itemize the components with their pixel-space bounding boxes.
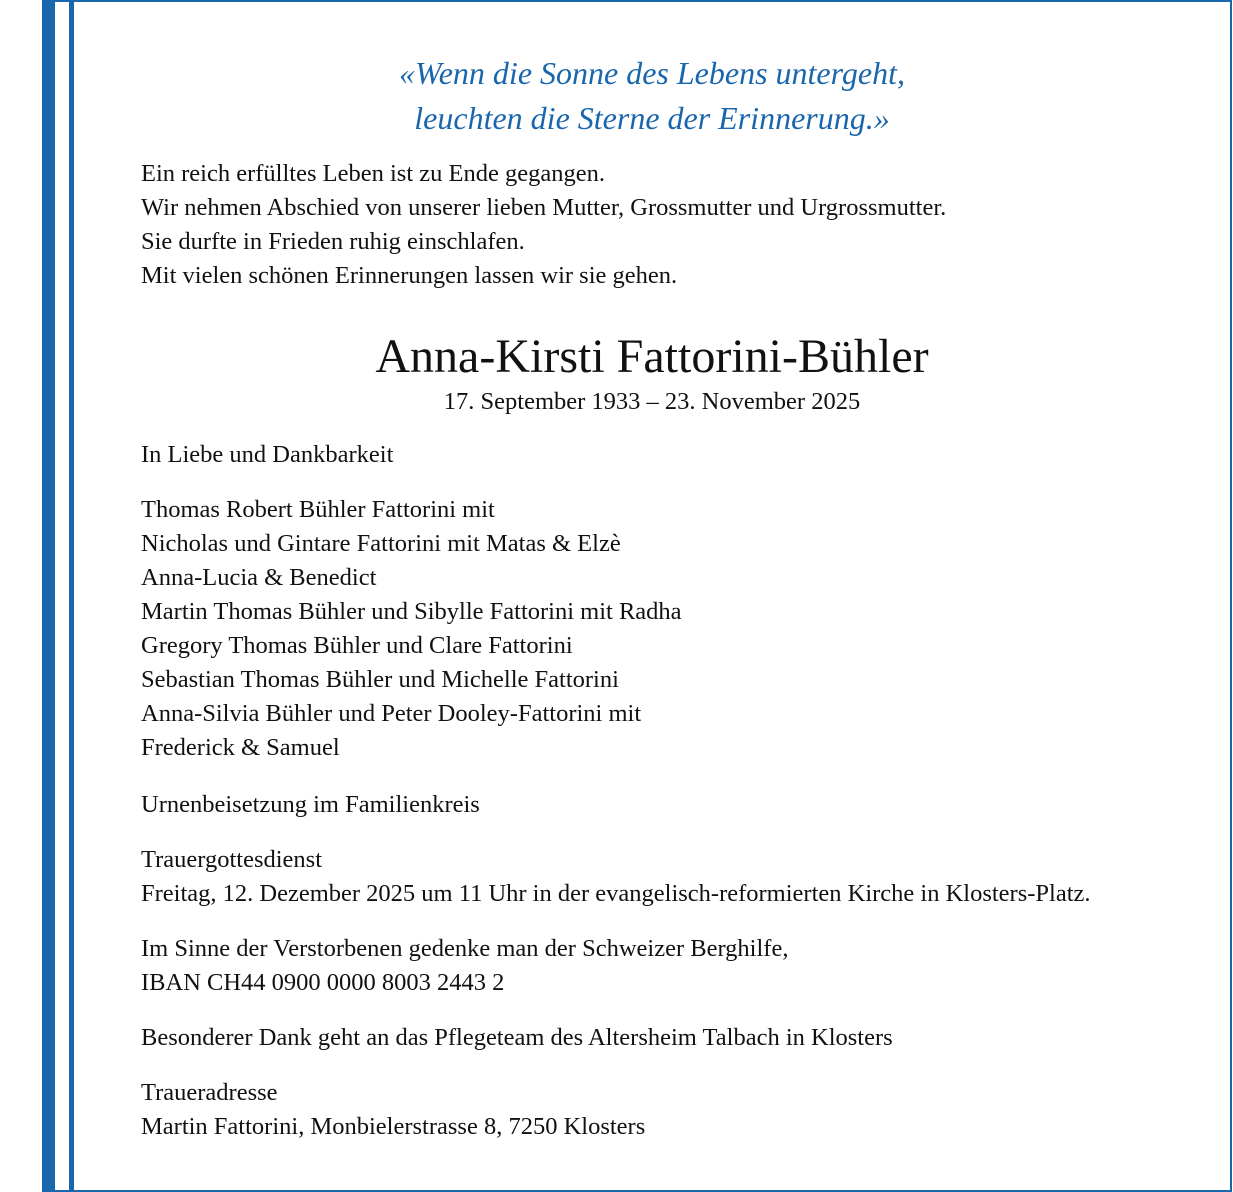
left-border-thin-bar	[69, 0, 74, 1191]
service-notice	[141, 843, 1091, 911]
donation-notice	[141, 932, 788, 1000]
donation-iban: IBAN CH44 0900 0000 8003 2443 2	[141, 969, 505, 996]
address-notice	[141, 1076, 645, 1144]
address-details: Martin Fattorini, Monbielerstrasse 8, 7250 Klosters	[141, 1113, 646, 1140]
family-member: Frederick & Samuel	[141, 734, 340, 761]
burial-notice	[141, 788, 480, 822]
deceased-block	[74, 327, 1230, 417]
intro-line: Sie durfte in Frieden ruhig einschlafen.	[141, 228, 525, 255]
family-member: Sebastian Thomas Bühler und Michelle Fattorini	[141, 666, 619, 693]
intro-paragraph	[141, 157, 946, 293]
family-member: Anna-Silvia Bühler und Peter Dooley-Fattorini mit	[141, 700, 642, 727]
family-member: Martin Thomas Bühler und Sibylle Fattorini mit Radha	[141, 598, 682, 625]
deceased-dates: 17. September 1933 – 23. November 2025	[443, 388, 861, 415]
address-heading: Traueradresse	[141, 1079, 278, 1106]
family-member: Thomas Robert Bühler Fattorini mit	[141, 496, 495, 523]
family-member: Gregory Thomas Bühler und Clare Fattorini	[141, 632, 573, 659]
epigraph-quote	[74, 51, 1230, 141]
burial-text: Urnenbeisetzung im Familienkreis	[141, 791, 480, 818]
service-heading: Trauergottesdienst	[141, 846, 323, 873]
intro-line: Ein reich erfülltes Leben ist zu Ende gegangen.	[141, 160, 605, 187]
thanks-notice	[141, 1021, 893, 1055]
intro-line: Mit vielen schönen Erinnerungen lassen wir sie gehen.	[141, 262, 678, 289]
family-member: Nicholas und Gintare Fattorini mit Matas & Elzè	[141, 530, 621, 557]
family-member: Anna-Lucia & Benedict	[141, 564, 377, 591]
dedication	[141, 438, 393, 472]
family-list	[141, 493, 682, 765]
deceased-name: Anna-Kirsti Fattorini-Bühler	[375, 330, 929, 383]
quote-line-2: leuchten die Sterne der Erinnerung.»	[414, 100, 890, 136]
quote-line-1: «Wenn die Sonne des Lebens untergeht,	[399, 55, 905, 91]
thanks-text: Besonderer Dank geht an das Pflegeteam des Altersheim Talbach in Klosters	[141, 1024, 893, 1051]
left-border-thick-bar	[42, 0, 55, 1191]
service-details: Freitag, 12. Dezember 2025 um 11 Uhr in der evangelisch-reformierten Kirche in Klosters-Platz.	[141, 880, 1091, 907]
intro-line: Wir nehmen Abschied von unserer lieben Mutter, Grossmutter und Urgrossmutter.	[141, 194, 947, 221]
donation-line-1: Im Sinne der Verstorbenen gedenke man der Schweizer Berghilfe,	[141, 935, 789, 962]
dedication-text: In Liebe und Dankbarkeit	[141, 441, 394, 468]
